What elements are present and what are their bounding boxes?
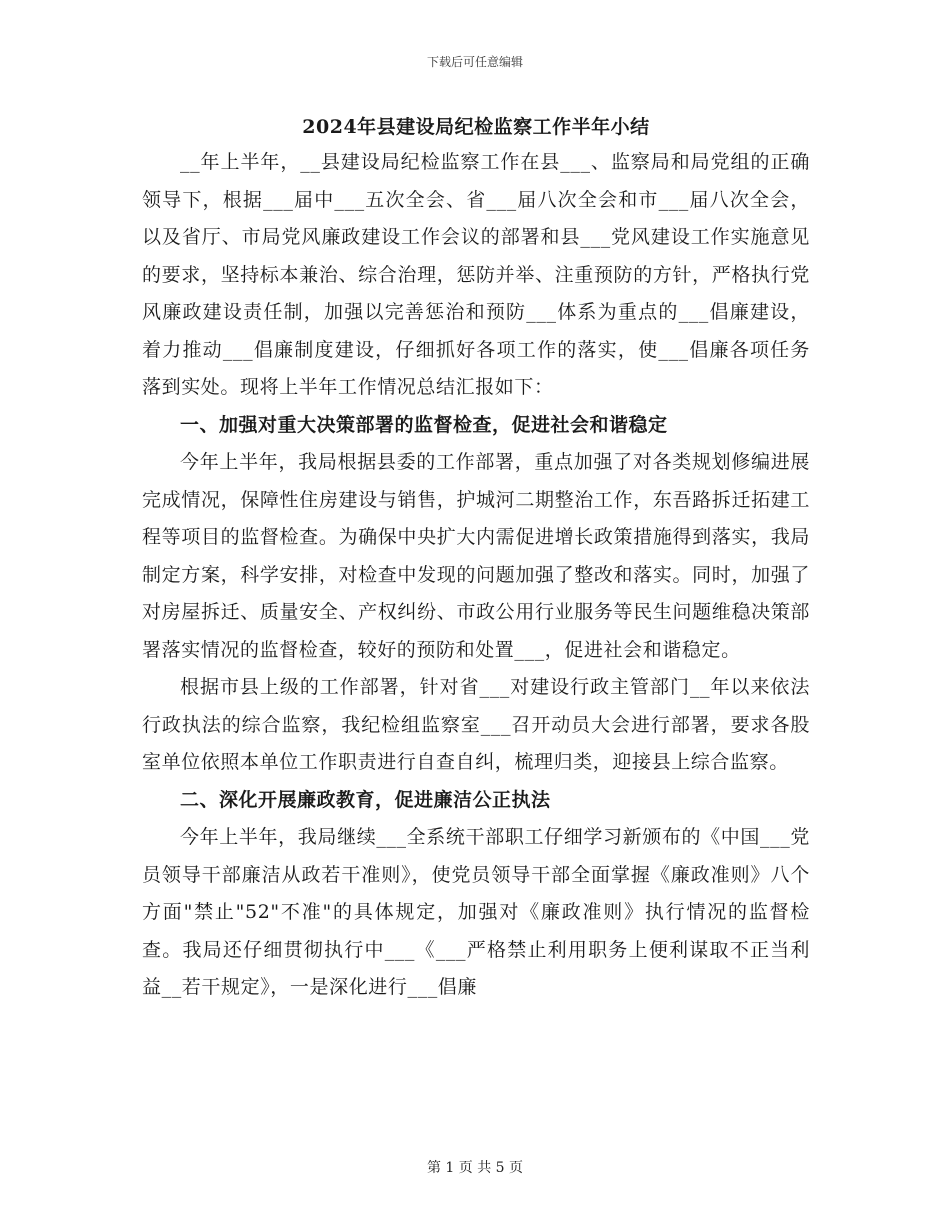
paragraph-3: 今年上半年，我局继续___全系统干部职工仔细学习新颁布的《中国___党员领导干部廉洁从政若干准则》，使党员领导干部全面掌握《廉政准则》八个方面"禁止"52"不准"的具体规定，加强对《廉政准则》执行情况的监督检查。我局还仔细贯彻执行中___《___严格禁止利用职务上便利谋取不正当利益__若干规定》，一是深化进行___倡廉 <box>142 826 810 998</box>
intro-paragraph: __年上半年，__县建设局纪检监察工作在县___、监察局和局党组的正确领导下，根据___届中___五次全会、省___届八次全会和市___届八次全会，以及省厅、市局党风廉政建设工作会议的部署和县___党风建设工作实施意见的要求，坚持标本兼治、综合治理，惩防并举、注重预防的方针，严格执行党风廉政建设责任制，加强以完善惩治和预防___体系为重点的___倡廉建设，着力推动___倡廉制度建设，仔细抓好各项工作的落实，使___倡廉各项任务落到实处。现将上半年工作情况总结汇报如下： <box>142 151 810 398</box>
section-heading-2: 二、深化开展廉政教育，促进廉洁公正执法 <box>180 788 551 811</box>
document-title: 2024年县建设局纪检监察工作半年小结 <box>302 116 650 138</box>
page-footer: 第 1 页 共 5 页 <box>426 1160 524 1176</box>
paragraph-1: 今年上半年，我局根据县委的工作部署，重点加强了对各类规划修编进展完成情况，保障性住房建设与销售，护城河二期整治工作，东吾路拆迁拓建工程等项目的监督检查。为确保中央扩大内需促进增长政策措施得到落实，我局制定方案，科学安排，对检查中发现的问题加强了整改和落实。同时，加强了对房屋拆迁、质量安全、产权纠纷、市政公用行业服务等民生问题维稳决策部署落实情况的监督检查，较好的预防和处置___，促进社会和谐稳定。 <box>142 451 810 661</box>
paragraph-2: 根据市县上级的工作部署，针对省___对建设行政主管部门__年以来依法行政执法的综合监察，我纪检组监察室___召开动员大会进行部署，要求各股室单位依照本单位工作职责进行自查自纠，梳理归类，迎接县上综合监察。 <box>142 676 810 773</box>
header-note: 下载后可任意编辑 <box>426 55 523 69</box>
section-heading-1: 一、加强对重大决策部署的监督检查，促进社会和谐稳定 <box>180 413 668 436</box>
document-body <box>142 112 810 1007</box>
